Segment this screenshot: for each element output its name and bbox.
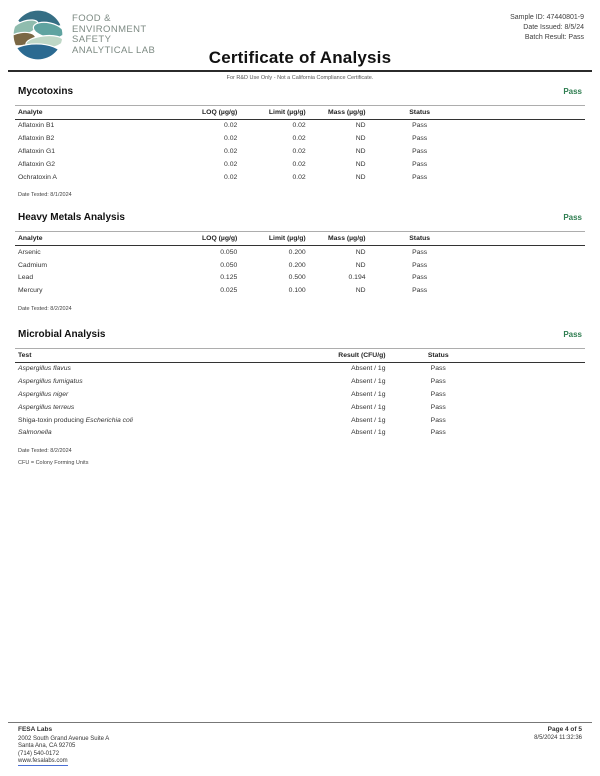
column-header: LOQ (µg/g) xyxy=(175,106,238,120)
table-cell: 0.02 xyxy=(292,160,306,168)
table-row xyxy=(15,271,585,284)
table-cell: Pass xyxy=(412,274,428,282)
table-row xyxy=(15,259,585,272)
website-link[interactable]: www.fesalabs.com xyxy=(18,758,68,764)
column-header: Analyte xyxy=(15,232,175,246)
table-header-row xyxy=(15,349,585,363)
lab-name-line: ENVIRONMENT xyxy=(72,23,147,35)
column-header: LOQ (µg/g) xyxy=(175,232,238,246)
table-row xyxy=(15,375,585,388)
column-header: Status xyxy=(366,232,474,246)
lab-name-line: FOOD & xyxy=(72,13,111,24)
table-cell: Pass xyxy=(430,390,446,398)
column-header: Limit (µg/g) xyxy=(237,106,305,120)
section-microbial xyxy=(0,329,600,466)
table-row xyxy=(15,145,585,158)
table-cell: Aspergillus flavus xyxy=(18,365,71,373)
column-header: Mass (µg/g) xyxy=(306,232,366,246)
table-cell: 0.200 xyxy=(288,261,306,269)
table-cell: Absent / 1g xyxy=(351,403,386,411)
table-cell-filler xyxy=(474,119,585,132)
table-cell: 0.02 xyxy=(292,173,306,181)
print-datetime: 8/5/2024 11:32:36 xyxy=(534,735,582,741)
table-cell: ND xyxy=(355,248,366,256)
table-row xyxy=(15,426,585,439)
table-cell: 0.100 xyxy=(288,287,306,295)
table-cell: Absent / 1g xyxy=(351,390,386,398)
table-row xyxy=(15,171,585,184)
table-cell: Mercury xyxy=(18,287,43,295)
footer-divider xyxy=(8,722,592,723)
table-cell-filler xyxy=(474,271,585,284)
table-cell: Aflatoxin G1 xyxy=(18,147,56,155)
table-cell: Ochratoxin A xyxy=(18,173,57,181)
microbial-table xyxy=(15,348,585,439)
table-cell-filler xyxy=(491,414,585,427)
table-row xyxy=(15,362,585,375)
table-cell: Aflatoxin B1 xyxy=(18,122,55,130)
table-cell: Salmonella xyxy=(18,429,52,437)
table-cell-filler xyxy=(474,145,585,158)
table-cell-filler xyxy=(474,158,585,171)
heavy-metals-table xyxy=(15,231,585,297)
table-cell: Absent / 1g xyxy=(351,365,386,373)
table-cell: 0.02 xyxy=(224,135,238,143)
table-cell: Pass xyxy=(412,173,428,181)
table-cell: 0.500 xyxy=(288,274,306,282)
table-row xyxy=(15,132,585,145)
column-header: Limit (µg/g) xyxy=(237,232,305,246)
table-cell-filler xyxy=(474,259,585,272)
table-cell: 0.050 xyxy=(220,248,238,256)
table-row xyxy=(15,414,585,427)
sample-id: Sample ID: 47440801-9 xyxy=(510,14,584,21)
table-cell: ND xyxy=(355,287,366,295)
table-row xyxy=(15,158,585,171)
table-cell: 0.025 xyxy=(220,287,238,295)
page-number: Page 4 of 5 xyxy=(547,726,582,733)
table-cell-filler xyxy=(491,426,585,439)
table-cell: Absent / 1g xyxy=(351,378,386,386)
table-cell: Pass xyxy=(430,416,446,424)
batch-result: Batch Result: Pass xyxy=(524,34,584,41)
column-header: Analyte xyxy=(15,106,175,120)
footer-phone: (714) 540-0172 xyxy=(18,750,60,757)
table-header-row xyxy=(15,106,585,120)
table-cell: Aspergillus fumigatus xyxy=(18,378,83,386)
section-mycotoxins xyxy=(0,86,600,198)
table-cell-filler xyxy=(491,375,585,388)
section-status-badge: Pass xyxy=(563,87,582,96)
table-cell: Pass xyxy=(412,287,428,295)
sample-meta xyxy=(510,13,584,43)
date-tested: Date Tested: 8/2/2024 xyxy=(18,306,72,313)
table-cell: Pass xyxy=(412,160,428,168)
section-status-badge: Pass xyxy=(563,213,582,223)
section-heavy-metals xyxy=(0,212,600,312)
table-cell: 0.194 xyxy=(348,274,366,282)
column-header-filler xyxy=(474,232,585,246)
footer-address-line: 2002 South Grand Avenue Suite A xyxy=(18,735,110,742)
table-cell-filler xyxy=(491,362,585,375)
table-cell: ND xyxy=(355,173,366,181)
footer-company: FESA Labs xyxy=(18,726,53,733)
table-cell: 0.02 xyxy=(292,147,306,155)
table-cell: Pass xyxy=(412,122,428,130)
footer-address-line: Santa Ana, CA 92705 xyxy=(18,743,76,749)
table-cell: 0.125 xyxy=(220,274,238,282)
table-cell-filler xyxy=(474,171,585,184)
table-cell: Pass xyxy=(412,248,428,256)
table-row xyxy=(15,284,585,297)
table-cell: Pass xyxy=(430,365,446,373)
table-row xyxy=(15,401,585,414)
doc-subtitle: For R&D Use Only - Not a California Compliance Certificate. xyxy=(226,75,374,81)
table-cell-filler xyxy=(491,401,585,414)
table-row xyxy=(15,245,585,258)
page-title: Certificate of Analysis xyxy=(208,48,392,67)
table-cell: Arsenic xyxy=(18,248,41,256)
table-cell: ND xyxy=(355,122,366,130)
table-cell: Pass xyxy=(430,403,446,411)
mycotoxins-table xyxy=(15,105,585,183)
table-cell: Pass xyxy=(430,429,446,437)
date-tested: Date Tested: 8/1/2024 xyxy=(18,192,72,199)
table-cell: Absent / 1g xyxy=(351,429,386,437)
section-status-badge: Pass xyxy=(563,330,582,340)
column-header-filler xyxy=(474,106,585,120)
table-cell: ND xyxy=(355,147,366,155)
table-cell: Pass xyxy=(412,135,428,143)
table-header-row xyxy=(15,232,585,246)
column-header: Status xyxy=(366,106,474,120)
table-cell: 0.02 xyxy=(224,122,238,130)
footer-page-info xyxy=(534,726,592,766)
document-header xyxy=(0,0,600,70)
footer-lab-info xyxy=(8,726,109,766)
section-title: Microbial Analysis xyxy=(18,329,106,341)
lab-name-line: ANALYTICAL LAB xyxy=(72,44,156,56)
cfu-footnote: CFU = Colony Forming Units xyxy=(18,460,89,467)
section-title: Heavy Metals Analysis xyxy=(18,212,125,224)
table-cell-filler xyxy=(491,388,585,401)
table-cell: 0.02 xyxy=(224,160,238,168)
section-title: Mycotoxins xyxy=(18,86,74,97)
table-cell: Absent / 1g xyxy=(351,416,386,424)
table-cell: 0.02 xyxy=(224,173,238,181)
table-cell: Aflatoxin B2 xyxy=(18,135,55,143)
table-cell: 0.02 xyxy=(224,147,238,155)
lab-name-line: SAFETY xyxy=(72,34,112,45)
date-issued: Date Issued: 8/5/24 xyxy=(523,24,584,31)
column-header: Result (CFU/g) xyxy=(300,349,386,363)
header-divider xyxy=(8,70,592,72)
table-cell: ND xyxy=(355,135,366,143)
table-cell: 0.050 xyxy=(220,261,238,269)
table-cell-filler xyxy=(474,132,585,145)
table-row xyxy=(15,119,585,132)
page-footer xyxy=(8,722,592,766)
table-cell: Aspergillus terreus xyxy=(18,403,75,411)
column-header: Mass (µg/g) xyxy=(306,106,366,120)
table-cell: Aspergillus niger xyxy=(18,390,69,398)
table-cell-filler xyxy=(474,245,585,258)
table-cell: 0.02 xyxy=(292,135,306,143)
table-cell: ND xyxy=(355,160,366,168)
column-header-filler xyxy=(491,349,585,363)
table-cell: 0.02 xyxy=(292,122,306,130)
table-cell: ND xyxy=(355,261,366,269)
table-cell: Shiga-toxin producing Escherichia coli xyxy=(18,416,133,424)
table-cell: Pass xyxy=(412,261,428,269)
column-header: Status xyxy=(386,349,491,363)
table-cell: Lead xyxy=(18,274,34,282)
table-cell: 0.200 xyxy=(288,248,306,256)
table-cell-filler xyxy=(474,284,585,297)
table-cell: Aflatoxin G2 xyxy=(18,160,56,168)
date-tested: Date Tested: 8/2/2024 xyxy=(18,448,72,455)
table-cell: Pass xyxy=(412,147,428,155)
table-cell: Pass xyxy=(430,378,446,386)
column-header: Test xyxy=(15,349,300,363)
table-cell: Cadmium xyxy=(18,261,48,269)
table-row xyxy=(15,388,585,401)
